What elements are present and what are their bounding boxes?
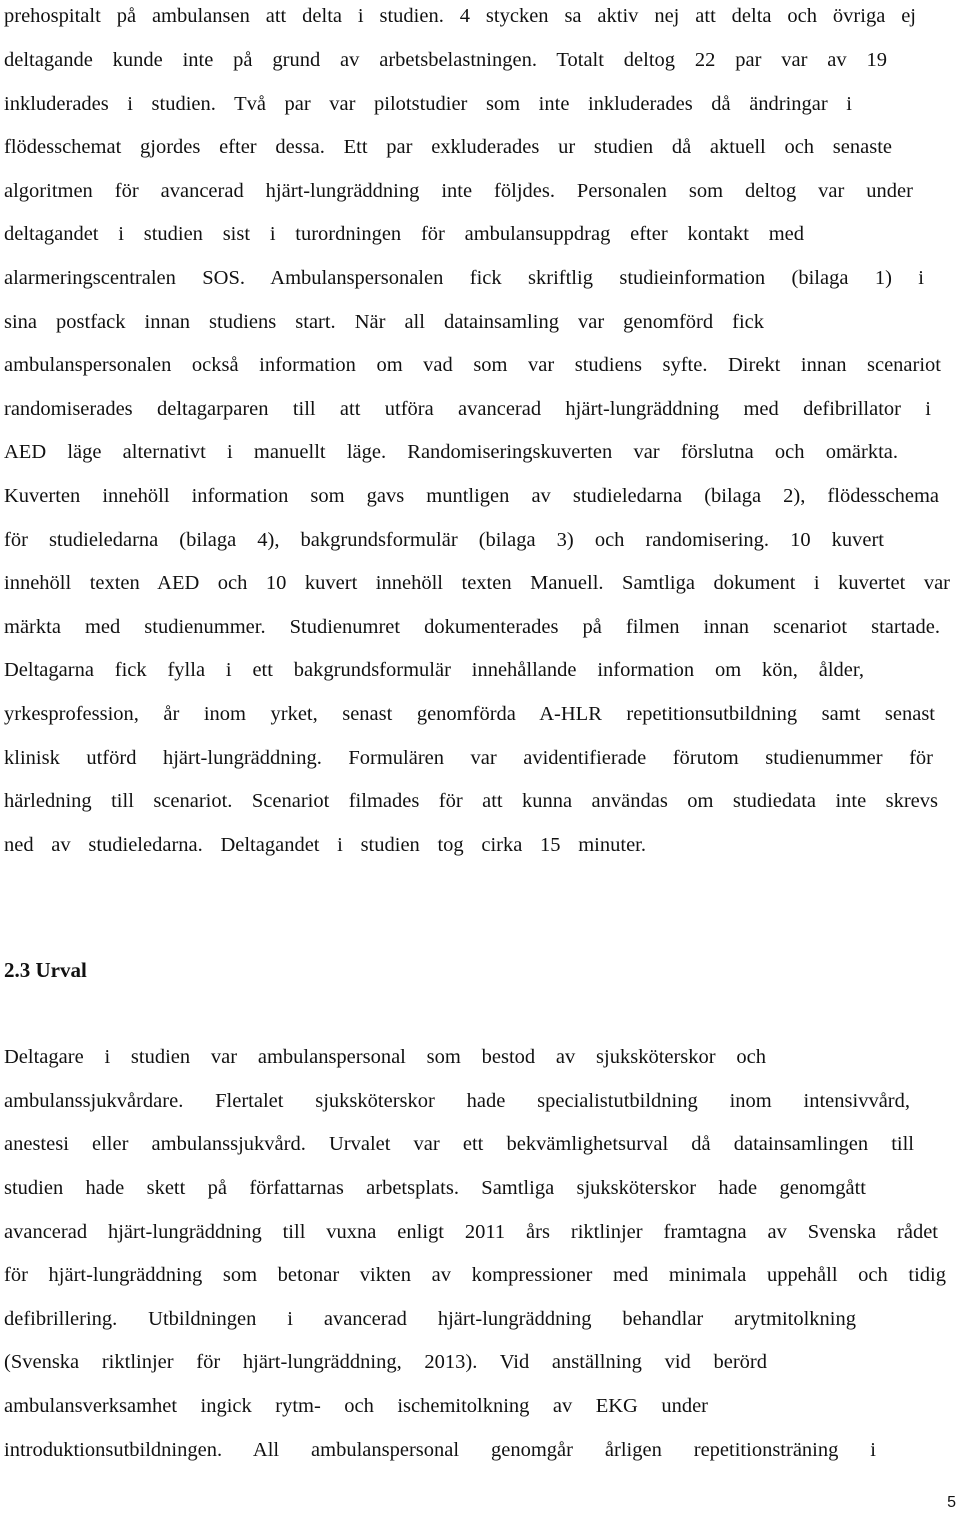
text-line: Kuverten innehöll information som gavs muntligen av studieledarna (bilaga 2), flödesschema xyxy=(4,485,939,507)
section-heading: 2.3 Urval xyxy=(4,958,87,982)
text-line: alarmeringscentralen SOS. Ambulanspersonalen fick skriftlig studieinformation (bilaga 1) i xyxy=(4,267,924,289)
text-line: deltagande kunde inte på grund av arbetsbelastningen. Totalt deltog 22 par var av 19 xyxy=(4,49,887,71)
text-line: flödesschemat gjordes efter dessa. Ett par exkluderades ur studien då aktuell och senaste xyxy=(4,136,892,158)
text-line: ambulansverksamhet ingick rytm- och ischemitolkning av EKG under xyxy=(4,1395,708,1417)
text-line: klinisk utförd hjärt-lungräddning. Formulären var avidentifierade förutom studienummer för xyxy=(4,747,933,769)
text-line: prehospitalt på ambulansen att delta i studien. 4 stycken sa aktiv nej att delta och övriga ej xyxy=(4,5,916,27)
text-line: härledning till scenariot. Scenariot filmades för att kunna användas om studiedata inte skrevs xyxy=(4,790,938,812)
text-line: deltagandet i studien sist i turordningen för ambulansuppdrag efter kontakt med xyxy=(4,223,804,245)
text-line: för hjärt-lungräddning som betonar vikten av kompressioner med minimala uppehåll och tidig xyxy=(4,1264,946,1286)
text-line: ambulanssjukvårdare. Flertalet sjuksköterskor hade specialistutbildning inom intensivvård, xyxy=(4,1090,910,1112)
text-line: AED läge alternativt i manuellt läge. Randomiseringskuverten var förslutna och omärkta. xyxy=(4,441,898,463)
text-line: innehöll texten AED och 10 kuvert innehöll texten Manuell. Samtliga dokument i kuvertet var xyxy=(4,572,950,594)
text-line: inkluderades i studien. Två par var pilotstudier som inte inkluderades då ändringar i xyxy=(4,93,852,115)
text-line: defibrillering. Utbildningen i avancerad hjärt-lungräddning behandlar arytmitolkning xyxy=(4,1308,856,1330)
text-line: introduktionsutbildningen. All ambulanspersonal genomgår årligen repetitionsträning i xyxy=(4,1439,876,1461)
text-line: yrkesprofession, år inom yrket, senast genomförda A-HLR repetitionsutbildning samt senast xyxy=(4,703,935,725)
text-line: Deltagare i studien var ambulanspersonal som bestod av sjuksköterskor och xyxy=(4,1046,766,1068)
text-line: sina postfack innan studiens start. När all datainsamling var genomförd fick xyxy=(4,311,764,333)
text-line: randomiserades deltagarparen till att utföra avancerad hjärt-lungräddning med defibrillator i xyxy=(4,398,931,420)
text-line: studien hade skett på författarnas arbetsplats. Samtliga sjuksköterskor hade genomgått xyxy=(4,1177,866,1199)
text-line: märkta med studienummer. Studienumret dokumenterades på filmen innan scenariot startade. xyxy=(4,616,940,638)
text-line: avancerad hjärt-lungräddning till vuxna enligt 2011 års riktlinjer framtagna av Svenska rådet xyxy=(4,1221,938,1243)
text-line: för studieledarna (bilaga 4), bakgrundsformulär (bilaga 3) och randomisering. 10 kuvert xyxy=(4,529,884,551)
text-line: anestesi eller ambulanssjukvård. Urvalet var ett bekvämlighetsurval då datainsamlingen till xyxy=(4,1133,914,1155)
text-line: (Svenska riktlinjer för hjärt-lungräddning, 2013). Vid anställning vid berörd xyxy=(4,1351,767,1373)
text-line: ambulanspersonalen också information om vad som var studiens syfte. Direkt innan scenariot xyxy=(4,354,941,376)
text-line: algoritmen för avancerad hjärt-lungräddning inte följdes. Personalen som deltog var under xyxy=(4,180,913,202)
page-number: 5 xyxy=(947,1494,956,1511)
text-line: ned av studieledarna. Deltagandet i studien tog cirka 15 minuter. xyxy=(4,834,646,856)
text-line: Deltagarna fick fylla i ett bakgrundsformulär innehållande information om kön, ålder, xyxy=(4,659,864,681)
